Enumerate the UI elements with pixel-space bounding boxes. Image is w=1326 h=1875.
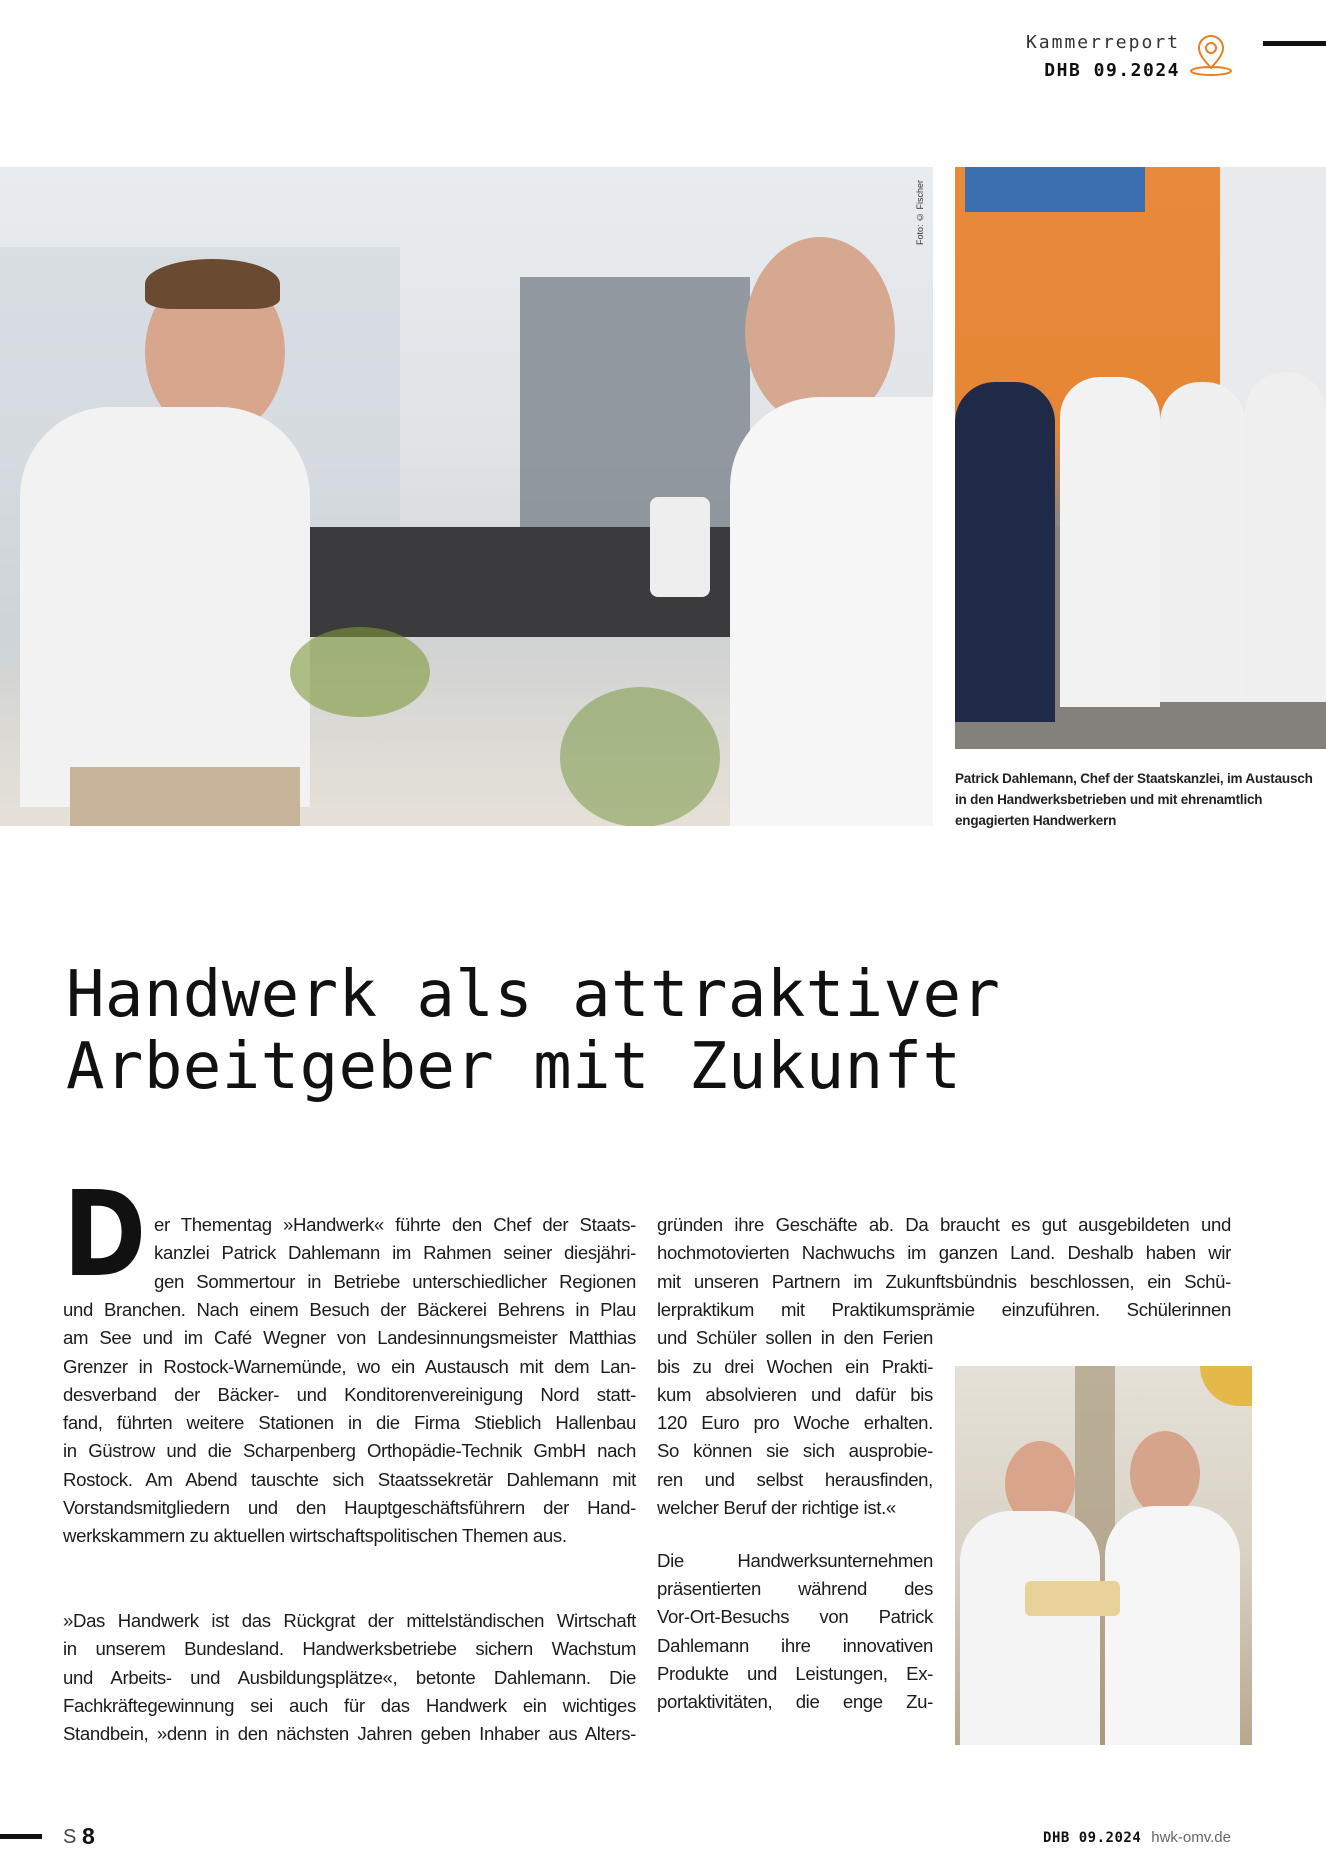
text-line: werkskammern zu aktuellen wirtschaftspolitischen Themen aus. <box>63 1525 567 1547</box>
photo-cake-presentation <box>955 1366 1252 1745</box>
page-prefix: S <box>63 1826 77 1848</box>
text-line: Standbein, »denn in den nächsten Jahren geben Inhaber aus Alters- <box>63 1723 636 1745</box>
text-line: und Arbeits- und Ausbildungsplätze«, betonte Dahlemann. Die <box>63 1666 636 1688</box>
text-line: Dahlemann ihre innovativen <box>657 1634 933 1656</box>
section-label: Kammerreport <box>1025 32 1180 53</box>
photo-caption: Patrick Dahlemann, Chef der Staatskanzlei, im Austausch in den Handwerksbetrieben und mit ehrenamtlich engagierten Handwerkern <box>955 771 1313 828</box>
text-line: und Schüler sollen in den Ferien <box>657 1327 933 1349</box>
footer-rule <box>0 1834 42 1839</box>
text-line: Produkte und Leistungen, Ex- <box>657 1662 933 1684</box>
text-line: und Branchen. Nach einem Besuch der Bäckerei Behrens in Plau <box>63 1298 636 1320</box>
text-line: Rostock. Am Abend tauschte sich Staatssekretär Dahlemann mit <box>63 1468 636 1490</box>
text-line: hochmotovierten Nachwuchs im ganzen Land. Deshalb haben wir <box>657 1242 1231 1264</box>
text-line: Fachkräftegewinnung sei auch für das Handwerk ein wichtiges <box>63 1694 636 1716</box>
text-line: Die Handwerksunternehmen <box>657 1549 933 1571</box>
photo-conversation <box>0 167 933 826</box>
photo-credit: Foto: © Fischer <box>915 180 925 246</box>
article-title-line-2: Arbeitgeber mit Zukunft <box>66 1030 962 1104</box>
text-line: »Das Handwerk ist das Rückgrat der mittelständischen Wirtschaft <box>63 1609 636 1631</box>
text-line: in Güstrow und die Scharpenberg Orthopädie-Technik GmbH nach <box>63 1440 636 1462</box>
text-line: kanzlei Patrick Dahlemann im Rahmen seiner diesjähri- <box>154 1242 636 1264</box>
text-line: in unserem Bundesland. Handwerksbetriebe sichern Wachstum <box>63 1638 636 1660</box>
text-line: portaktivitäten, die enge Zu- <box>657 1691 933 1713</box>
text-line: So können sie sich ausprobie- <box>657 1440 933 1462</box>
text-line: ren und selbst herausfinden, <box>657 1468 933 1490</box>
text-line: lerpraktikum mit Praktikumsprämie einzuführen. Schülerinnen <box>657 1298 1231 1320</box>
text-line: 120 Euro pro Woche erhalten. <box>657 1412 933 1434</box>
text-line: gen Sommertour in Betriebe unterschiedlicher Regionen <box>154 1270 636 1292</box>
footer-website: hwk-omv.de <box>1151 1829 1231 1846</box>
text-line: kum absolvieren und dafür bis <box>657 1383 933 1405</box>
footer-issue: DHB 09.2024 <box>1043 1830 1142 1846</box>
text-line: Grenzer in Rostock-Warnemünde, wo ein Austausch mit dem Lan- <box>63 1355 636 1377</box>
text-line: welcher Beruf der richtige ist.« <box>657 1497 896 1518</box>
text-line: er Thementag »Handwerk« führte den Chef der Staats- <box>154 1214 636 1235</box>
text-line: mit unseren Partnern im Zukunftsbündnis beschlossen, ein Schü- <box>657 1270 1231 1292</box>
footer-info <box>1043 1829 1231 1846</box>
header-rule <box>1263 41 1326 46</box>
text-line: präsentierten während des <box>657 1577 933 1599</box>
page-number: 8 <box>82 1823 95 1849</box>
issue-label: DHB 09.2024 <box>1044 60 1180 81</box>
text-line: gründen ihre Geschäfte ab. Da braucht es gut ausgebildeten und <box>657 1214 1231 1235</box>
text-line: Vorstandsmitgliedern und den Hauptgeschäftsführern der Hand- <box>63 1497 636 1518</box>
text-line: desverband der Bäcker- und Konditorenvereinigung Nord statt- <box>63 1383 636 1405</box>
text-line: fand, führten weitere Stationen in die Firma Stieblich Hallenbau <box>63 1412 636 1434</box>
text-line: Vor-Ort-Besuchs von Patrick <box>657 1606 933 1628</box>
text-line: am See und im Café Wegner von Landesinnungsmeister Matthias <box>63 1327 636 1349</box>
text-line: bis zu drei Wochen ein Prakti- <box>657 1355 933 1377</box>
photo-group <box>955 167 1326 749</box>
article-title-line-1: Handwerk als attraktiver <box>66 958 1001 1032</box>
location-pin-icon <box>1188 34 1234 80</box>
drop-cap: D <box>63 1165 147 1303</box>
